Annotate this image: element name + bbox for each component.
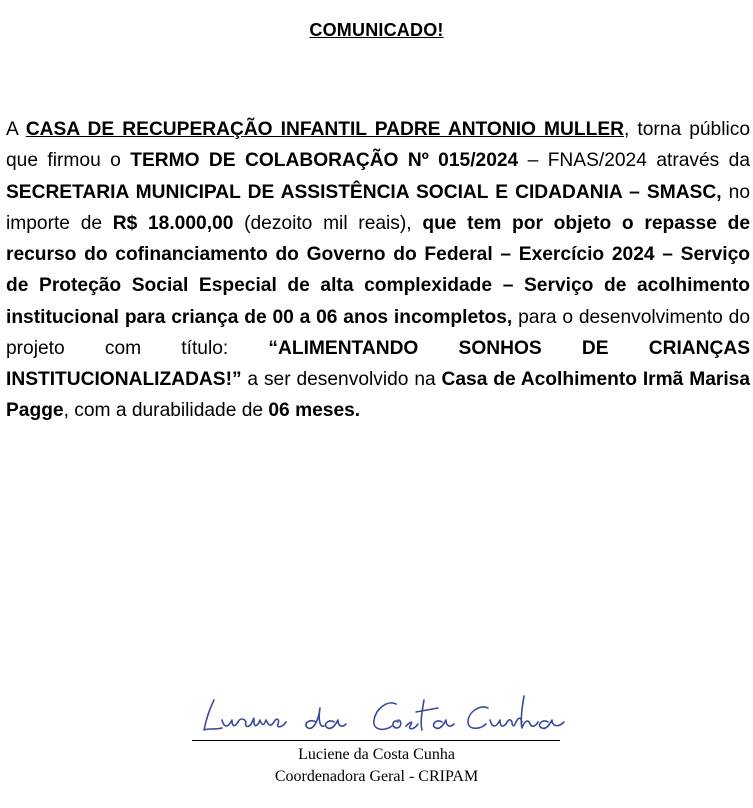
signer-name: Luciene da Costa Cunha <box>298 746 455 763</box>
signature-line <box>192 740 560 741</box>
shelter-name: Casa de Acolhimento Irmã Marisa Pagge <box>6 369 751 422</box>
secretariat-name: SECRETARIA MUNICIPAL DE ASSISTÊNCIA SOCIAL E CIDADANIA – SMASC, <box>6 181 722 203</box>
text-segment: no importe de <box>6 181 750 234</box>
text-segment: , com a durabilidade de <box>63 400 269 422</box>
document-title: COMUNICADO! <box>309 20 444 40</box>
project-title: “ALIMENTANDO SONHOS DE CRIANÇAS INSTITUCIONALIZADAS!” <box>6 337 750 390</box>
text-segment: A <box>6 119 26 140</box>
announcement-paragraph <box>6 114 750 427</box>
text-segment: – FNAS/2024 através da <box>518 150 750 172</box>
object-description: que tem por objeto o repasse de recurso do cofinanciamento do Governo do Federal – Exercício 2024 – Serviço de Proteção Social Especial de alta complexidade – Serviço de acolhimento institucional para criança de 00 a 06 anos incompletos, <box>6 212 751 328</box>
handwritten-signature <box>192 678 572 740</box>
duration-value: 06 meses. <box>268 400 361 422</box>
agreement-number: TERMO DE COLABORAÇÃO Nº 015/2024 <box>130 150 519 172</box>
signer-role: Coordenadora Geral - CRIPAM <box>274 768 479 785</box>
amount-in-words: (dezoito mil reais), <box>233 212 423 234</box>
text-segment: a ser desenvolvido na <box>241 369 442 390</box>
institution-name: CASA DE RECUPERAÇÃO INFANTIL PADRE ANTONIO MULLER <box>25 119 624 140</box>
text-segment: para o desenvolvimento do projeto com título: <box>6 306 751 359</box>
text-segment: , torna público que firmou o <box>6 119 751 172</box>
amount-value: R$ 18.000,00 <box>112 212 234 234</box>
